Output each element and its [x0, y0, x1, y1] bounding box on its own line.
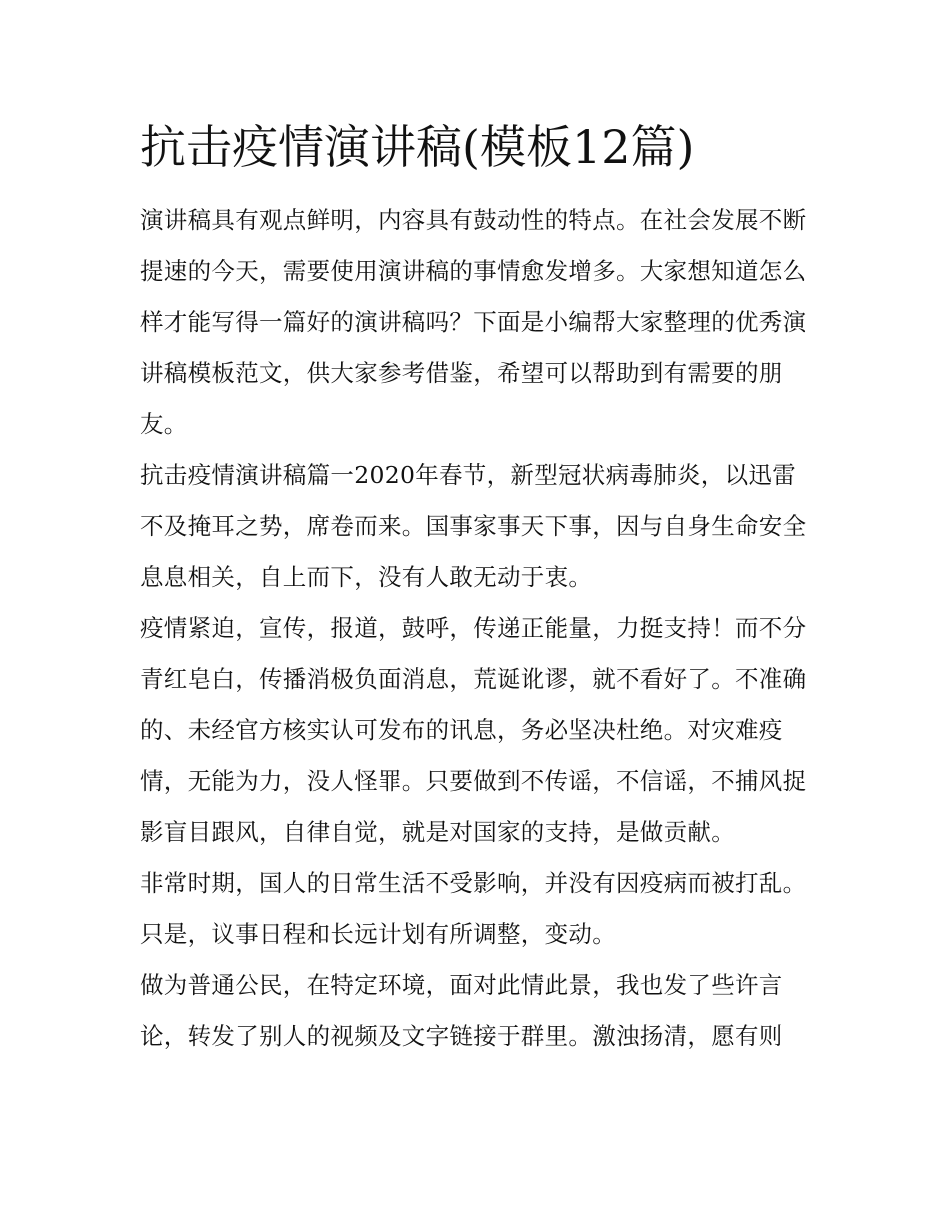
- paragraph-2: 疫情紧迫，宣传，报道，鼓呼，传递正能量，力挺支持！而不分青红皂白，传播消极负面消息，荒诞讹谬，就不看好了。不准确的、未经官方核实认可发布的讯息，务必坚决杜绝。对灾难疫情，无能为力，没人怪罪。只要做到不传谣，不信谣，不捕风捉影盲目跟风，自律自觉，就是对国家的支持，是做贡献。: [140, 614, 807, 846]
- document-title: 抗击疫情演讲稿(模板12篇): [140, 120, 695, 174]
- paragraph-3: 非常时期，国人的日常生活不受影响，并没有因疫病而被打乱。只是，议事日程和长远计划有所调整，变动。: [140, 869, 807, 948]
- document-body: [140, 195, 810, 1062]
- paragraph-intro: 演讲稿具有观点鲜明，内容具有鼓动性的特点。在社会发展不断提速的今天，需要使用演讲稿的事情愈发增多。大家想知道怎么样才能写得一篇好的演讲稿吗？下面是小编帮大家整理的优秀演讲稿模板范文，供大家参考借鉴，希望可以帮助到有需要的朋友。: [140, 206, 807, 438]
- paragraph-4: 做为普通公民，在特定环境，面对此情此景，我也发了些许言论，转发了别人的视频及文字链接于群里。激浊扬清，愿有则: [140, 971, 783, 1050]
- paragraph-1: 抗击疫情演讲稿篇一2020年春节，新型冠状病毒肺炎，以迅雷不及掩耳之势，席卷而来。国事家事天下事，因与自身生命安全息息相关，自上而下，没有人敢无动于衷。: [140, 461, 807, 591]
